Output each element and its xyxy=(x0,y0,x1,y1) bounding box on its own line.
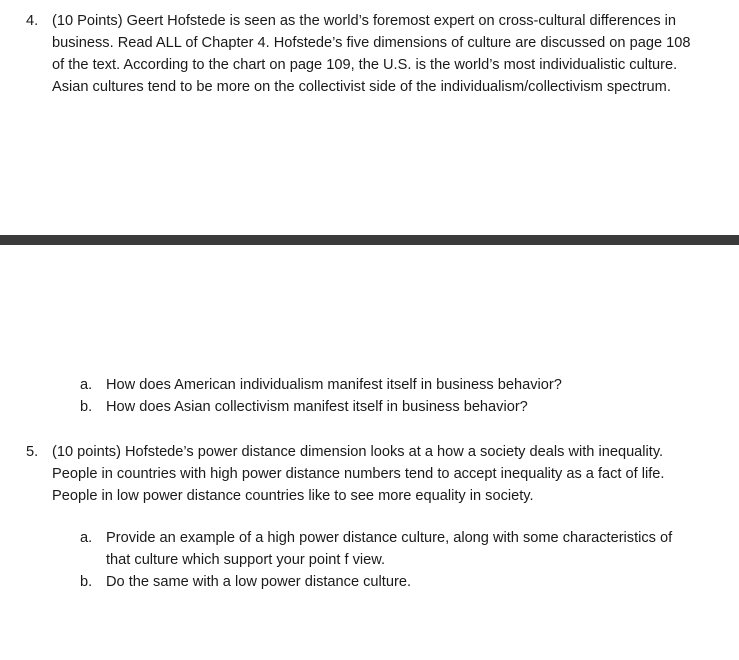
question-4-sub-a-text: How does American individualism manifest itself in business behavior? xyxy=(106,377,562,393)
question-5-sub-a-letter: a. xyxy=(80,530,93,546)
question-4-sub-a-letter: a. xyxy=(80,377,93,393)
question-4 xyxy=(26,10,706,98)
question-5-sub-b-text: Do the same with a low power distance culture. xyxy=(106,574,411,590)
question-4-sub-a xyxy=(80,374,700,396)
question-5-sub-b xyxy=(80,571,700,593)
question-4-text: (10 Points) Geert Hofstede is seen as the world’s foremost expert on cross-cultural differences in business. Read ALL of Chapter 4. Hofstede’s five dimensions of culture are discussed on page 108 of the text. According to the chart on page 109, the U.S. is the world’s most individualistic culture. Asian cultures tend to be more on the collectivist side of the individualism/collectivism spectrum. xyxy=(52,13,691,95)
question-5 xyxy=(26,441,706,507)
question-4-sub-b-text: How does Asian collectivism manifest itself in business behavior? xyxy=(106,399,528,415)
question-5-number: 5. xyxy=(26,444,39,460)
question-5-sub-a-text: Provide an example of a high power distance culture, along with some characteristics of that culture which support your point f view. xyxy=(106,530,673,568)
question-4-number: 4. xyxy=(26,13,39,29)
page-divider xyxy=(0,235,739,245)
question-5-sub-a xyxy=(80,527,700,571)
question-5-sub-b-letter: b. xyxy=(80,574,93,590)
question-4-sub-b xyxy=(80,396,700,418)
question-4-sub-b-letter: b. xyxy=(80,399,93,415)
question-5-text: (10 points) Hofstede’s power distance dimension looks at a how a society deals with inequality. People in countries with high power distance numbers tend to accept inequality as a fact of life. People in low power distance countries like to see more equality in society. xyxy=(52,444,665,504)
